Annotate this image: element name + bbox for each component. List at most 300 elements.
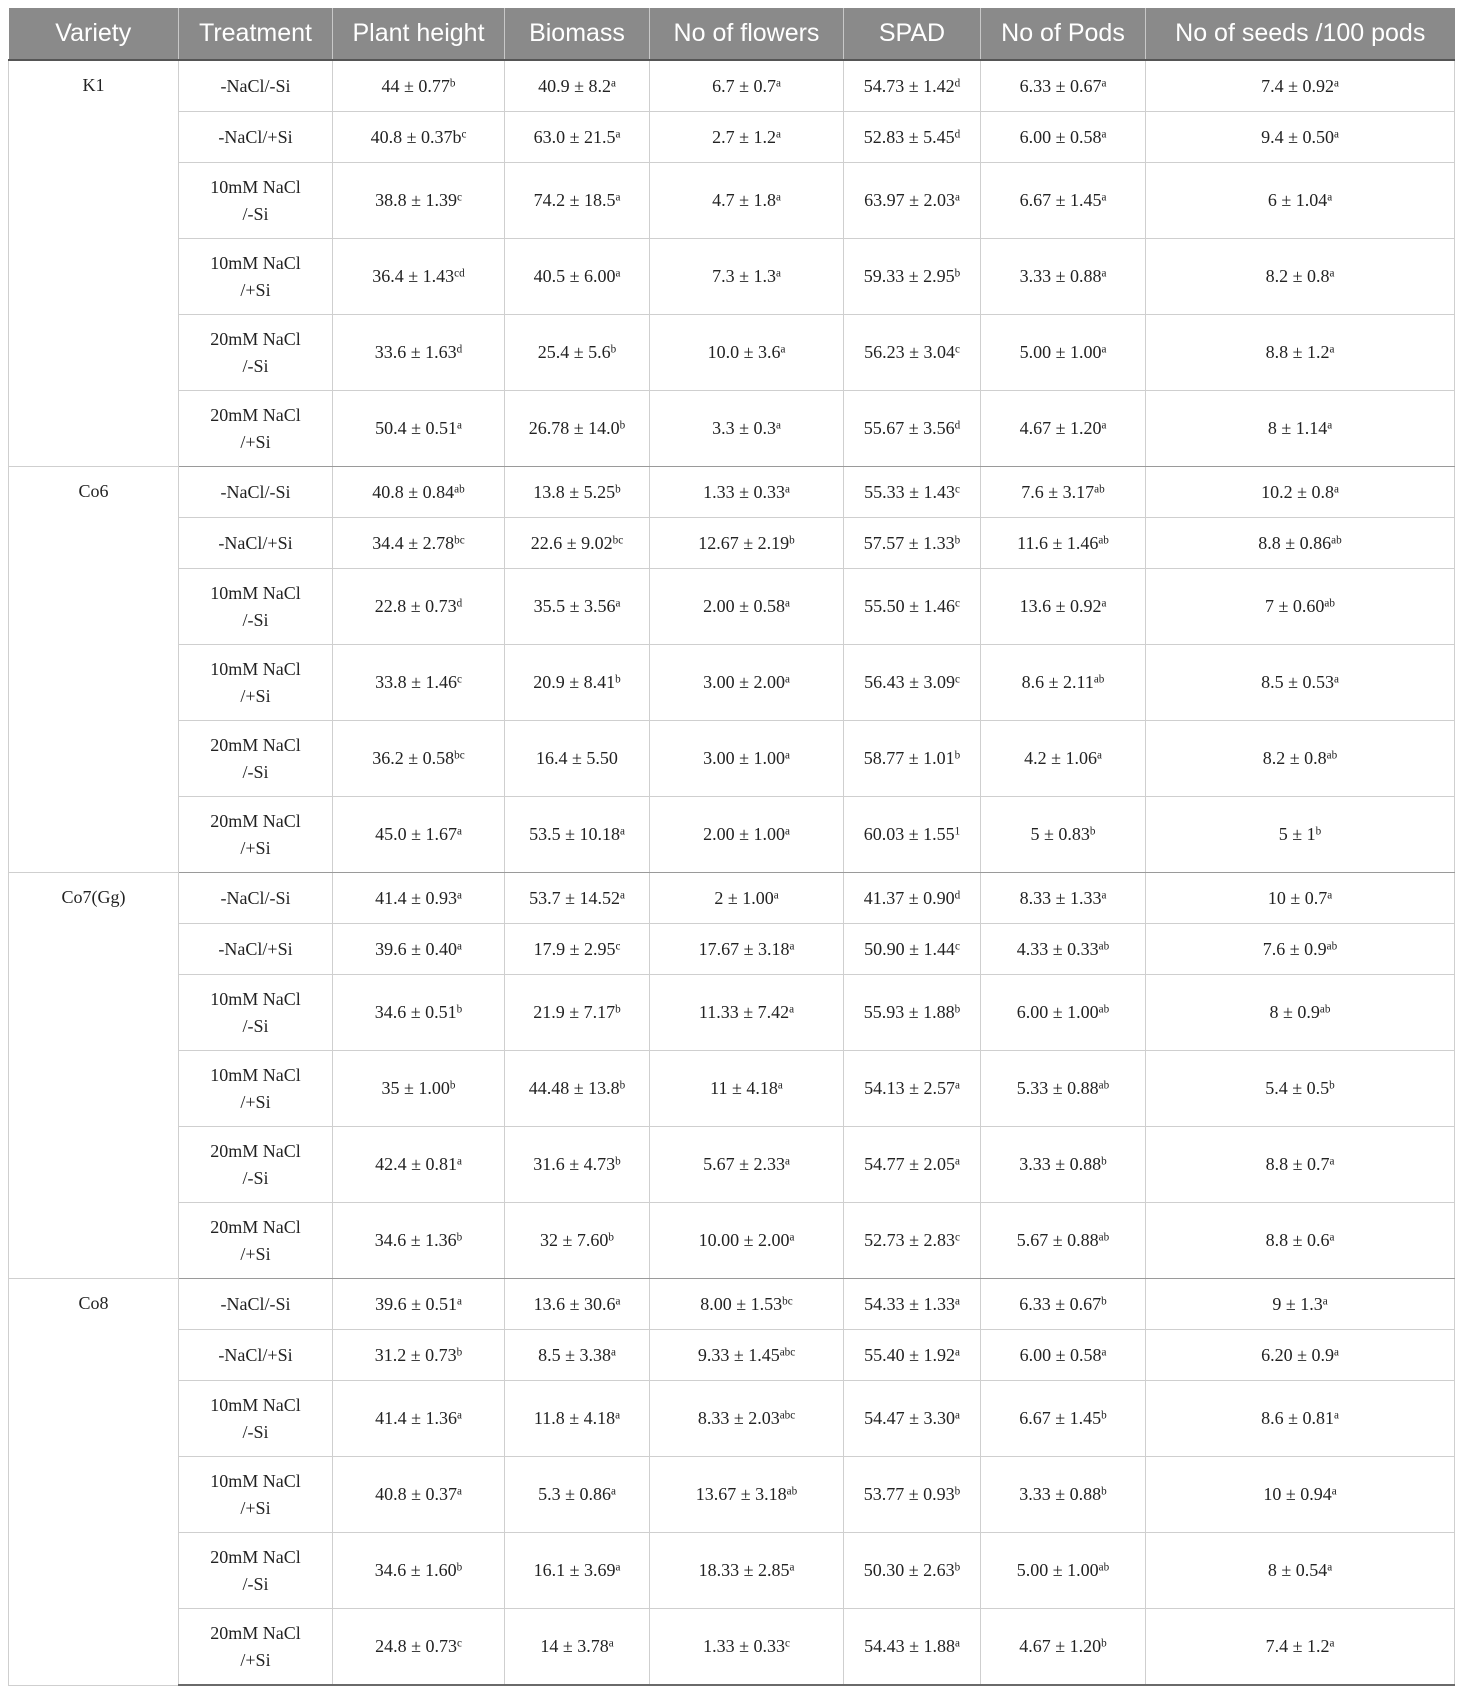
significance-letter: ab [1098, 939, 1110, 952]
treatment-cell [179, 1457, 333, 1533]
cell-value: 4.33 ± 0.33 [1016, 938, 1099, 959]
spad-cell [844, 239, 981, 315]
cell-value: 10 ± 0.7 [1267, 887, 1328, 908]
cell-value: 14 ± 3.78 [540, 1636, 609, 1656]
cell-value: 8 ± 0.54 [1267, 1560, 1328, 1580]
no-of-flowers-cell [650, 60, 844, 112]
significance-letter: c [954, 597, 960, 610]
significance-letter: b [1101, 1409, 1107, 1422]
no-of-pods-cell [981, 112, 1146, 163]
significance-letter: a [789, 939, 795, 952]
significance-letter: a [784, 482, 790, 495]
header-no-of-flowers: No of flowers [650, 8, 844, 60]
significance-letter: c [954, 482, 960, 495]
no-of-seeds-cell [1146, 975, 1455, 1051]
treatment-line: -NaCl/+Si [218, 126, 293, 147]
treatment-line: /-Si [242, 609, 269, 630]
header-row [9, 8, 1455, 60]
spad-cell [844, 797, 981, 873]
cell-value: 1.33 ± 0.33 [703, 1636, 785, 1656]
plant-height-cell [333, 975, 505, 1051]
cell-value: 21.9 ± 7.17 [533, 1002, 616, 1022]
spad-cell [844, 1381, 981, 1457]
cell-value: 36.2 ± 0.58 [372, 748, 455, 768]
significance-letter: a [615, 1409, 621, 1422]
significance-letter: a [456, 1485, 462, 1498]
spad-cell [844, 1279, 981, 1330]
cell-value: 34.6 ± 0.51 [374, 1002, 457, 1022]
cell-value: 5 ± 0.83 [1030, 824, 1090, 844]
cell-value: 54.43 ± 1.88 [864, 1636, 955, 1656]
no-of-flowers-cell [650, 797, 844, 873]
significance-letter: b [954, 749, 961, 762]
no-of-flowers-cell [650, 645, 844, 721]
no-of-pods-cell [981, 924, 1146, 975]
cell-value: 4.2 ± 1.06 [1024, 748, 1097, 768]
table-row [9, 1609, 1455, 1686]
no-of-pods-cell [981, 60, 1146, 112]
significance-letter: b [615, 1155, 621, 1168]
cell-value: 6.67 ± 1.45 [1019, 190, 1102, 210]
cell-value: 40.5 ± 6.00 [533, 266, 616, 286]
significance-letter: b [456, 1345, 463, 1358]
header-treatment: Treatment [179, 8, 333, 60]
significance-letter: b [954, 1003, 961, 1016]
treatment-cell [179, 645, 333, 721]
significance-letter: bc [454, 749, 465, 762]
significance-letter: b [615, 482, 621, 495]
cell-value: 8.33 ± 2.03 [697, 1408, 780, 1428]
treatment-line: 10mM NaCl [210, 1064, 301, 1085]
significance-letter: ab [1098, 1561, 1110, 1574]
significance-letter: b [1315, 825, 1322, 838]
cell-value: 10.0 ± 3.6 [707, 342, 781, 362]
cell-value: 50.4 ± 0.51 [375, 418, 457, 438]
significance-letter: ab [1319, 1003, 1331, 1016]
no-of-seeds-cell [1146, 1330, 1455, 1381]
spad-cell [844, 721, 981, 797]
significance-letter: a [1329, 1637, 1335, 1650]
treatment-line: 20mM NaCl [210, 328, 301, 349]
cell-value: 2 ± 1.00 [714, 887, 774, 908]
significance-letter: cd [454, 267, 465, 280]
cell-value: 6 ± 1.04 [1267, 190, 1328, 210]
plant-height-cell [333, 518, 505, 569]
significance-letter: a [780, 343, 786, 356]
plant-height-cell [333, 873, 505, 924]
cell-value: 5.00 ± 1.00 [1019, 342, 1102, 362]
treatment-cell [179, 975, 333, 1051]
treatment-line: /-Si [242, 1167, 269, 1188]
significance-letter: a [1322, 1294, 1328, 1307]
cell-value: 63.0 ± 21.5 [533, 126, 616, 147]
significance-letter: a [610, 1485, 616, 1498]
significance-letter: a [1333, 127, 1339, 140]
cell-value: 56.23 ± 3.04 [864, 342, 955, 362]
header-spad: SPAD [844, 8, 981, 60]
biomass-cell [505, 1609, 650, 1686]
significance-letter: a [1333, 1409, 1339, 1422]
significance-letter: a [1329, 1231, 1335, 1244]
table-row [9, 1457, 1455, 1533]
no-of-seeds-cell [1146, 1457, 1455, 1533]
cell-value: 7.4 ± 0.92 [1261, 75, 1334, 96]
treatment-cell [179, 797, 333, 873]
treatment-line: /+Si [240, 431, 271, 452]
cell-value: 33.6 ± 1.63 [374, 342, 457, 362]
treatment-line: 20mM NaCl [210, 1140, 301, 1161]
spad-cell [844, 60, 981, 112]
no-of-pods-cell [981, 1279, 1146, 1330]
cell-value: 6.00 ± 1.00 [1016, 1002, 1099, 1022]
significance-letter: a [775, 191, 781, 204]
significance-letter: b [1101, 1294, 1107, 1307]
treatment-line: /+Si [240, 1649, 271, 1670]
plant-height-cell [333, 315, 505, 391]
treatment-cell [179, 467, 333, 518]
significance-letter: a [1101, 127, 1107, 140]
significance-letter: a [1101, 267, 1107, 280]
biomass-cell [505, 163, 650, 239]
significance-letter: a [615, 1561, 621, 1574]
no-of-flowers-cell [650, 1330, 844, 1381]
cell-value: 22.6 ± 9.02 [530, 532, 613, 553]
no-of-flowers-cell [650, 873, 844, 924]
no-of-pods-cell [981, 569, 1146, 645]
plant-height-cell [333, 60, 505, 112]
table-row [9, 391, 1455, 467]
significance-letter: a [1101, 597, 1107, 610]
treatment-line: /-Si [242, 1573, 269, 1594]
biomass-cell [505, 924, 650, 975]
biomass-cell [505, 645, 650, 721]
significance-letter: a [608, 1637, 614, 1650]
cell-value: 55.67 ± 3.56 [863, 418, 955, 438]
spad-cell [844, 975, 981, 1051]
significance-letter: a [1333, 1345, 1339, 1358]
no-of-pods-cell [981, 467, 1146, 518]
significance-letter: a [1096, 749, 1102, 762]
treatment-line: 20mM NaCl [210, 1622, 301, 1643]
cell-value: 16.1 ± 3.69 [533, 1560, 616, 1580]
treatment-line: 10mM NaCl [210, 582, 301, 603]
significance-letter: b [954, 267, 961, 280]
cell-value: 10 ± 0.94 [1263, 1484, 1332, 1504]
cell-value: 24.8 ± 0.73 [375, 1636, 457, 1656]
treatment-cell [179, 1330, 333, 1381]
treatment-line: 20mM NaCl [210, 810, 301, 831]
plant-height-cell [333, 924, 505, 975]
significance-letter: c [456, 1637, 462, 1650]
significance-letter: ab [1324, 597, 1335, 610]
no-of-seeds-cell [1146, 60, 1455, 112]
cell-value: 54.77 ± 2.05 [864, 1154, 955, 1174]
significance-letter: d [954, 127, 961, 140]
no-of-seeds-cell [1146, 1279, 1455, 1330]
significance-letter: b [610, 343, 617, 356]
cell-value: 8.33 ± 1.33 [1019, 887, 1102, 908]
cell-value: 6.7 ± 0.7 [712, 75, 776, 96]
table-body [9, 60, 1455, 1685]
variety-cell: Co8 [9, 1279, 179, 1686]
treatment-cell [179, 391, 333, 467]
biomass-cell [505, 1457, 650, 1533]
cell-value: 41.4 ± 1.36 [375, 1408, 457, 1428]
significance-letter: b [954, 533, 961, 546]
plant-height-cell [333, 467, 505, 518]
table-row [9, 315, 1455, 391]
significance-letter: abc [779, 1345, 796, 1358]
treatment-cell [179, 163, 333, 239]
spad-cell [844, 112, 981, 163]
data-table [8, 8, 1455, 1686]
plant-height-cell [333, 1330, 505, 1381]
plant-height-cell [333, 239, 505, 315]
header-no-of-seeds: No of seeds /100 pods [1146, 8, 1455, 60]
table-row [9, 112, 1455, 163]
significance-letter: d [456, 597, 463, 610]
cell-value: 5.00 ± 1.00 [1016, 1560, 1099, 1580]
treatment-cell [179, 924, 333, 975]
significance-letter: 1 [954, 825, 961, 838]
significance-letter: a [784, 673, 790, 686]
table-row [9, 163, 1455, 239]
significance-letter: a [784, 597, 790, 610]
significance-letter: b [954, 1485, 961, 1498]
cell-value: 1.33 ± 0.33 [703, 481, 785, 502]
biomass-cell [505, 1279, 650, 1330]
no-of-pods-cell [981, 1330, 1146, 1381]
cell-value: 11.6 ± 1.46 [1017, 532, 1099, 553]
significance-letter: a [775, 267, 781, 280]
significance-letter: a [775, 419, 781, 432]
no-of-pods-cell [981, 873, 1146, 924]
significance-letter: b [1329, 1079, 1335, 1092]
no-of-flowers-cell [650, 1609, 844, 1686]
biomass-cell [505, 239, 650, 315]
no-of-pods-cell [981, 1533, 1146, 1609]
significance-letter: a [784, 749, 790, 762]
significance-letter: a [1329, 343, 1335, 356]
significance-letter: a [775, 127, 781, 140]
treatment-cell [179, 569, 333, 645]
treatment-line: /-Si [242, 203, 269, 224]
treatment-line: 10mM NaCl [210, 658, 301, 679]
significance-letter: b [456, 1003, 463, 1016]
cell-value: 42.4 ± 0.81 [375, 1154, 457, 1174]
plant-height-cell [333, 721, 505, 797]
table-row [9, 518, 1455, 569]
biomass-cell [505, 391, 650, 467]
cell-value: 11.8 ± 4.18 [533, 1408, 616, 1428]
significance-letter: a [954, 1409, 960, 1422]
cell-value: 55.40 ± 1.92 [864, 1344, 955, 1365]
significance-letter: a [456, 1409, 462, 1422]
cell-value: 4.7 ± 1.8 [712, 190, 776, 210]
significance-letter: d [954, 888, 961, 901]
cell-value: 2.00 ± 1.00 [703, 824, 785, 844]
table-row [9, 1533, 1455, 1609]
cell-value: 5.67 ± 2.33 [703, 1154, 785, 1174]
cell-value: 41.4 ± 0.93 [375, 887, 457, 908]
no-of-seeds-cell [1146, 1051, 1455, 1127]
significance-letter: d [954, 76, 961, 89]
biomass-cell [505, 569, 650, 645]
significance-letter: a [954, 1637, 960, 1650]
table-row [9, 1203, 1455, 1279]
cell-value: 33.8 ± 1.46 [375, 672, 457, 692]
cell-value: 31.6 ± 4.73 [533, 1154, 616, 1174]
biomass-cell [505, 975, 650, 1051]
no-of-flowers-cell [650, 1381, 844, 1457]
cell-value: 31.2 ± 0.73 [374, 1344, 457, 1365]
significance-letter: b [789, 533, 795, 546]
cell-value: 26.78 ± 14.0 [528, 418, 620, 438]
significance-letter: ab [1098, 533, 1109, 546]
cell-value: 11.33 ± 7.42 [698, 1002, 790, 1022]
table-row [9, 1051, 1455, 1127]
cell-value: 34.4 ± 2.78 [372, 532, 455, 553]
table-row [9, 1330, 1455, 1381]
treatment-cell [179, 1203, 333, 1279]
significance-letter: a [784, 825, 790, 838]
significance-letter: a [1101, 888, 1107, 901]
no-of-flowers-cell [650, 1533, 844, 1609]
table-row [9, 569, 1455, 645]
table-row [9, 721, 1455, 797]
significance-letter: b [615, 673, 621, 686]
spad-cell [844, 1330, 981, 1381]
cell-value: 13.8 ± 5.25 [533, 481, 616, 502]
cell-value: 58.77 ± 1.01 [863, 748, 955, 768]
treatment-cell [179, 1279, 333, 1330]
cell-value: 53.5 ± 10.18 [529, 824, 620, 844]
cell-value: 13.6 ± 30.6 [533, 1293, 616, 1314]
cell-value: 8.2 ± 0.8 [1262, 748, 1327, 768]
no-of-flowers-cell [650, 1203, 844, 1279]
significance-letter: a [777, 1079, 783, 1092]
significance-letter: a [1327, 191, 1333, 204]
cell-value: 7.6 ± 3.17 [1021, 481, 1095, 502]
header-variety: Variety [9, 8, 179, 60]
cell-value: 32 ± 7.60 [540, 1230, 609, 1250]
cell-value: 8.2 ± 0.8 [1265, 266, 1330, 286]
significance-letter: b [954, 1561, 961, 1574]
treatment-line: /-Si [242, 355, 269, 376]
cell-value: 9.33 ± 1.45 [697, 1344, 780, 1365]
table-row [9, 1279, 1455, 1330]
cell-value: 4.67 ± 1.20 [1019, 1636, 1102, 1656]
significance-letter: bc [782, 1294, 793, 1307]
variety-cell: Co6 [9, 467, 179, 873]
cell-value: 57.57 ± 1.33 [863, 532, 955, 553]
significance-letter: a [456, 419, 462, 432]
cell-value: 6.20 ± 0.9 [1261, 1344, 1334, 1365]
biomass-cell [505, 1330, 650, 1381]
significance-letter: a [615, 597, 621, 610]
significance-letter: a [1327, 1561, 1333, 1574]
cell-value: 40.8 ± 0.37 [375, 1484, 457, 1504]
significance-letter: a [775, 76, 781, 89]
significance-letter: c [456, 673, 462, 686]
treatment-cell [179, 1609, 333, 1686]
significance-letter: a [615, 191, 621, 204]
significance-letter: a [615, 1294, 621, 1307]
no-of-pods-cell [981, 1203, 1146, 1279]
significance-letter: a [954, 1345, 960, 1358]
cell-value: 7 ± 0.60 [1265, 596, 1325, 616]
cell-value: 20.9 ± 8.41 [533, 672, 616, 692]
significance-letter: abc [779, 1409, 796, 1422]
significance-letter: c [456, 191, 462, 204]
cell-value: 12.67 ± 2.19 [698, 532, 790, 553]
cell-value: 17.9 ± 2.95 [533, 938, 616, 959]
significance-letter: b [1101, 1637, 1107, 1650]
plant-height-cell [333, 1457, 505, 1533]
cell-value: 7.4 ± 1.2 [1265, 1636, 1330, 1656]
no-of-flowers-cell [650, 518, 844, 569]
significance-letter: a [1101, 76, 1107, 89]
table-row [9, 1381, 1455, 1457]
spad-cell [844, 1609, 981, 1686]
cell-value: 53.7 ± 14.52 [529, 887, 620, 908]
significance-letter: a [1333, 673, 1339, 686]
spad-cell [844, 1203, 981, 1279]
treatment-cell [179, 239, 333, 315]
plant-height-cell [333, 112, 505, 163]
table-row [9, 797, 1455, 873]
significance-letter: ab [1326, 939, 1338, 952]
significance-letter: a [615, 267, 621, 280]
biomass-cell [505, 518, 650, 569]
no-of-pods-cell [981, 239, 1146, 315]
cell-value: 16.4 ± 5.50 [536, 748, 618, 768]
significance-letter: a [456, 939, 462, 952]
plant-height-cell [333, 1051, 505, 1127]
no-of-flowers-cell [650, 975, 844, 1051]
spad-cell [844, 873, 981, 924]
significance-letter: d [954, 419, 961, 432]
treatment-line: 10mM NaCl [210, 176, 301, 197]
no-of-pods-cell [981, 163, 1146, 239]
treatment-line: 10mM NaCl [210, 1394, 301, 1415]
significance-letter: ab [1094, 482, 1105, 495]
treatment-line: -NaCl/+Si [218, 938, 293, 959]
treatment-line: 10mM NaCl [210, 1470, 301, 1491]
significance-letter: a [610, 76, 616, 89]
biomass-cell [505, 60, 650, 112]
table-row [9, 467, 1455, 518]
biomass-cell [505, 1533, 650, 1609]
biomass-cell [505, 1051, 650, 1127]
significance-letter: a [1333, 76, 1339, 89]
cell-value: 3.33 ± 0.88 [1019, 1154, 1102, 1174]
no-of-flowers-cell [650, 239, 844, 315]
plant-height-cell [333, 1381, 505, 1457]
significance-letter: ab [786, 1485, 798, 1498]
treatment-line: /+Si [240, 1243, 271, 1264]
treatment-cell [179, 873, 333, 924]
significance-letter: b [456, 1561, 463, 1574]
biomass-cell [505, 797, 650, 873]
cell-value: 36.4 ± 1.43 [372, 266, 455, 286]
cell-value: 25.4 ± 5.6 [537, 342, 611, 362]
spad-cell [844, 163, 981, 239]
no-of-flowers-cell [650, 112, 844, 163]
cell-value: 7.3 ± 1.3 [712, 266, 776, 286]
cell-value: 8.5 ± 3.38 [538, 1344, 611, 1365]
cell-value: 22.8 ± 0.73 [374, 596, 457, 616]
